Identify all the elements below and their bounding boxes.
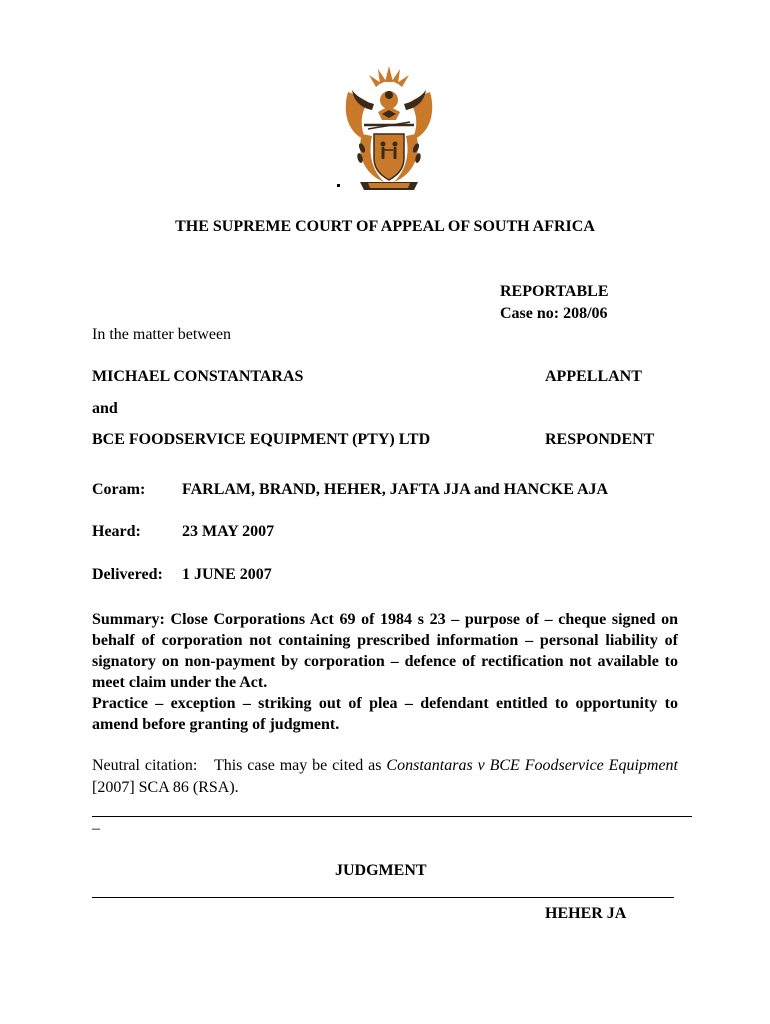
parties-connector: and [92,400,118,417]
neutral-citation [92,755,678,799]
divider-top [92,816,692,817]
delivered-value: 1 JUNE 2007 [182,566,272,583]
coram-label: Coram: [92,481,146,498]
divider-bottom [92,897,674,898]
judgment-author: HEHER JA [545,905,627,922]
summary-paragraph-2: Practice – exception – striking out of plea – defendant entitled to opportunity to amend before granting of judgment. [92,695,678,733]
matter-intro: In the matter between [92,326,232,343]
respondent-name: BCE FOODSERVICE EQUIPMENT (PTY) LTD [92,431,431,448]
respondent-role: RESPONDENT [545,431,655,448]
heard-label: Heard: [92,523,141,540]
neutral-citation-text: This case may be cited as [213,757,382,774]
reportable-label: REPORTABLE [500,283,609,300]
neutral-citation-label: Neutral citation: [92,757,198,774]
court-name: THE SUPREME COURT OF APPEAL OF SOUTH AFRICA [175,218,595,235]
appellant-name: MICHAEL CONSTANTARAS [92,368,304,385]
coram-value: FARLAM, BRAND, HEHER, JAFTA JJA and HANCKE AJA [182,481,609,498]
divider-dash: – [92,820,100,837]
neutral-citation-case-name: Constantaras v BCE Foodservice Equipment [386,757,679,774]
neutral-citation-reference: [2007] SCA 86 (RSA). [92,779,239,796]
appellant-role: APPELLANT [545,368,642,385]
south-africa-coat-of-arms-icon [338,62,440,194]
emblem-dot [337,184,340,187]
heard-value: 23 MAY 2007 [182,523,275,540]
case-number: Case no: 208/06 [500,305,608,322]
summary-paragraph-1: Summary: Close Corporations Act 69 of 1984 s 23 – purpose of – cheque signed on behalf of corporation not containing prescribed information – personal liability of signatory on non-payment by corporation – defence of rectification not available to meet claim under the Act. [92,611,678,691]
delivered-label: Delivered: [92,566,163,583]
judgment-title: JUDGMENT [335,862,427,879]
summary [92,609,678,735]
